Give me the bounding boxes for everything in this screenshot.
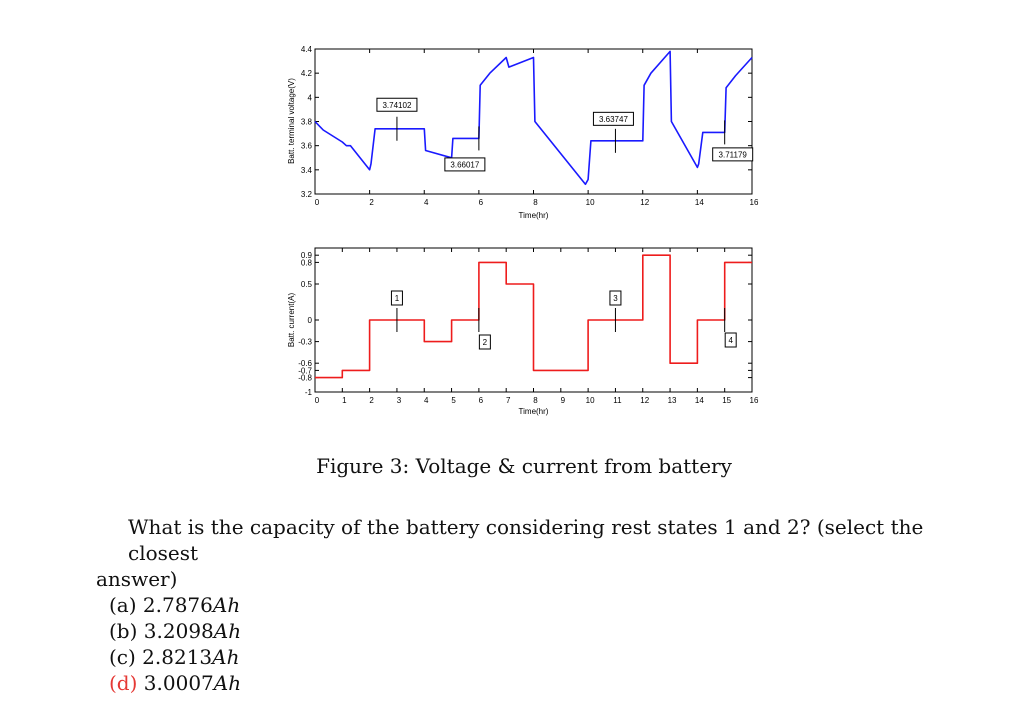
option-letter: (c) <box>109 645 136 669</box>
annotation-label: 2 <box>482 338 488 347</box>
question-line-1: What is the capacity of the battery considering rest states 1 and 2? (select the closest <box>128 515 924 565</box>
option-unit: Ah <box>213 619 242 643</box>
x-tick-label: 6 <box>478 198 484 207</box>
x-tick-label: 4 <box>424 198 429 207</box>
option-value: 3.2098 <box>143 619 214 643</box>
x-tick-label: 5 <box>451 396 456 405</box>
figure-caption: Figure 3: Voltage & current from battery <box>316 454 732 478</box>
option-value: 3.0007 <box>143 671 214 695</box>
x-axis-label: Time(hr) <box>518 211 549 220</box>
option-letter: (b) <box>109 619 138 643</box>
option-b[interactable] <box>109 618 241 644</box>
annotation-4 <box>725 308 737 347</box>
x-tick-label: 9 <box>560 396 566 405</box>
x-tick-label: 10 <box>585 198 595 207</box>
x-tick-label: 4 <box>424 396 429 405</box>
x-tick-label: 8 <box>533 396 538 405</box>
answer-options <box>109 592 241 696</box>
y-axis-label: Batt. current(A) <box>287 292 296 348</box>
annotation-3 <box>593 112 633 152</box>
chart-1 <box>287 45 759 220</box>
y-tick-label: 3.8 <box>300 117 312 127</box>
x-tick-label: 11 <box>613 396 622 405</box>
series-line <box>315 255 752 377</box>
question-line-2: answer) <box>96 567 178 591</box>
annotation-3 <box>610 291 621 332</box>
question-text <box>96 514 976 592</box>
option-value: 2.8213 <box>142 645 213 669</box>
x-axis-label: Time(hr) <box>518 407 549 416</box>
option-value: 2.7876 <box>142 593 213 617</box>
series-line <box>315 51 752 184</box>
annotation-label: 3 <box>613 294 618 303</box>
y-tick-label: -0.7 <box>298 366 312 376</box>
x-tick-label: 7 <box>505 396 511 405</box>
option-d[interactable] <box>109 670 241 696</box>
y-tick-label: -1 <box>304 388 312 397</box>
option-c[interactable] <box>109 644 241 670</box>
y-tick-label: 4.2 <box>300 69 312 79</box>
x-tick-label: 8 <box>533 198 538 207</box>
x-tick-label: 16 <box>749 198 759 207</box>
x-tick-label: 15 <box>722 396 732 405</box>
x-tick-label: 0 <box>314 396 320 405</box>
y-tick-label: 4 <box>307 93 312 103</box>
annotation-label: 1 <box>394 294 400 303</box>
annotation-1 <box>391 291 402 332</box>
option-letter: (d) <box>109 671 138 695</box>
annotation-label: 3.63747 <box>598 114 628 124</box>
y-tick-label: 0 <box>307 316 312 325</box>
y-tick-label: 3.2 <box>300 190 312 199</box>
option-a[interactable] <box>109 592 241 618</box>
y-tick-label: -0.6 <box>298 359 312 369</box>
x-tick-label: 10 <box>585 396 595 405</box>
option-unit: Ah <box>212 593 241 617</box>
x-tick-label: 0 <box>314 198 320 207</box>
x-tick-label: 16 <box>749 396 759 405</box>
option-unit: Ah <box>212 645 240 669</box>
chart-2 <box>287 248 759 416</box>
x-tick-label: 3 <box>396 396 402 405</box>
x-tick-label: 12 <box>640 198 650 207</box>
x-tick-label: 6 <box>478 396 484 405</box>
annotation-label: 3.71179 <box>718 150 747 160</box>
x-tick-label: 14 <box>694 198 704 207</box>
annotation-4 <box>713 120 753 161</box>
annotation-1 <box>377 98 417 141</box>
x-tick-label: 2 <box>369 198 374 207</box>
option-letter: (a) <box>109 593 137 617</box>
x-tick-label: 14 <box>694 396 704 405</box>
y-tick-label: -0.8 <box>298 373 312 383</box>
y-axis-label: Batt. terminal voltage(V) <box>287 78 296 164</box>
annotation-label: 3.66017 <box>450 160 480 170</box>
x-tick-label: 2 <box>369 396 374 405</box>
annotation-2 <box>445 126 485 171</box>
x-tick-label: 1 <box>342 396 347 405</box>
y-tick-label: 0.9 <box>300 251 312 261</box>
annotation-label: 3.74102 <box>382 100 412 110</box>
y-tick-label: 0.8 <box>300 258 312 268</box>
y-tick-label: 3.4 <box>300 165 312 175</box>
y-tick-label: 0.5 <box>300 280 312 289</box>
x-tick-label: 13 <box>667 396 677 405</box>
annotation-label: 4 <box>728 336 733 345</box>
y-tick-label: 4.4 <box>300 45 312 54</box>
y-tick-label: 3.6 <box>300 141 312 151</box>
annotation-2 <box>479 308 491 349</box>
y-tick-label: -0.3 <box>298 337 312 347</box>
x-tick-label: 12 <box>640 396 650 405</box>
option-unit: Ah <box>213 671 242 695</box>
